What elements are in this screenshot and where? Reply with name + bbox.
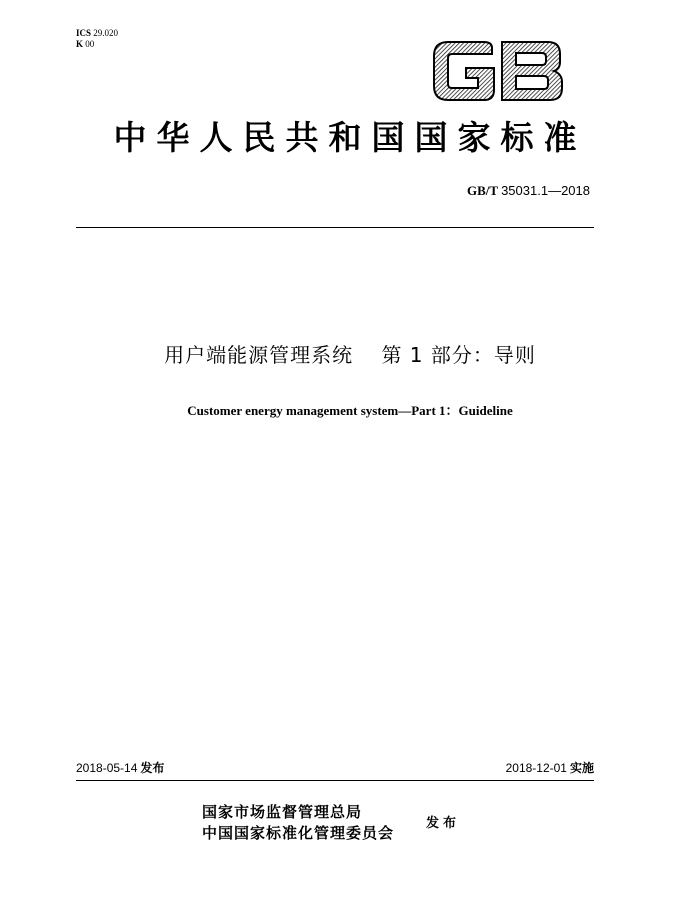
implement-date: 2018-12-01 (505, 761, 567, 775)
issue-label: 发布 (140, 761, 165, 775)
issue-date: 2018-05-14 (76, 761, 138, 775)
implement-label: 实施 (569, 761, 594, 775)
standard-number-prefix: GB/T (466, 183, 498, 198)
document-title-chinese: 用户端能源管理系统 第 1 部分：导则 (164, 343, 536, 367)
ics-code: 29.020 (93, 28, 119, 38)
ccs-line (76, 39, 118, 50)
standard-number-value: 35031.1—2018 (501, 183, 590, 198)
ccs-code: 00 (85, 39, 95, 49)
document-title-english: Customer energy management system—Part 1：Guideline (187, 403, 513, 418)
gb-logo-icon (432, 40, 564, 102)
top-divider (76, 227, 594, 228)
ccs-label: K (76, 39, 84, 49)
standard-number (467, 183, 590, 199)
issuing-authorities (202, 802, 394, 844)
bottom-divider (76, 780, 594, 781)
standard-category-title: 中华人民共和国国家标准 (113, 118, 587, 157)
ics-label: ICS (76, 28, 92, 38)
issuer-line-1: 国家市场监督管理总局 (202, 803, 363, 821)
classification-codes (76, 28, 118, 50)
issuer-line-2: 中国国家标准化管理委员会 (202, 824, 395, 842)
issue-date-block (76, 760, 164, 776)
publish-label: 发布 (426, 816, 461, 831)
implement-date-block (506, 760, 594, 776)
ics-line (76, 28, 118, 39)
